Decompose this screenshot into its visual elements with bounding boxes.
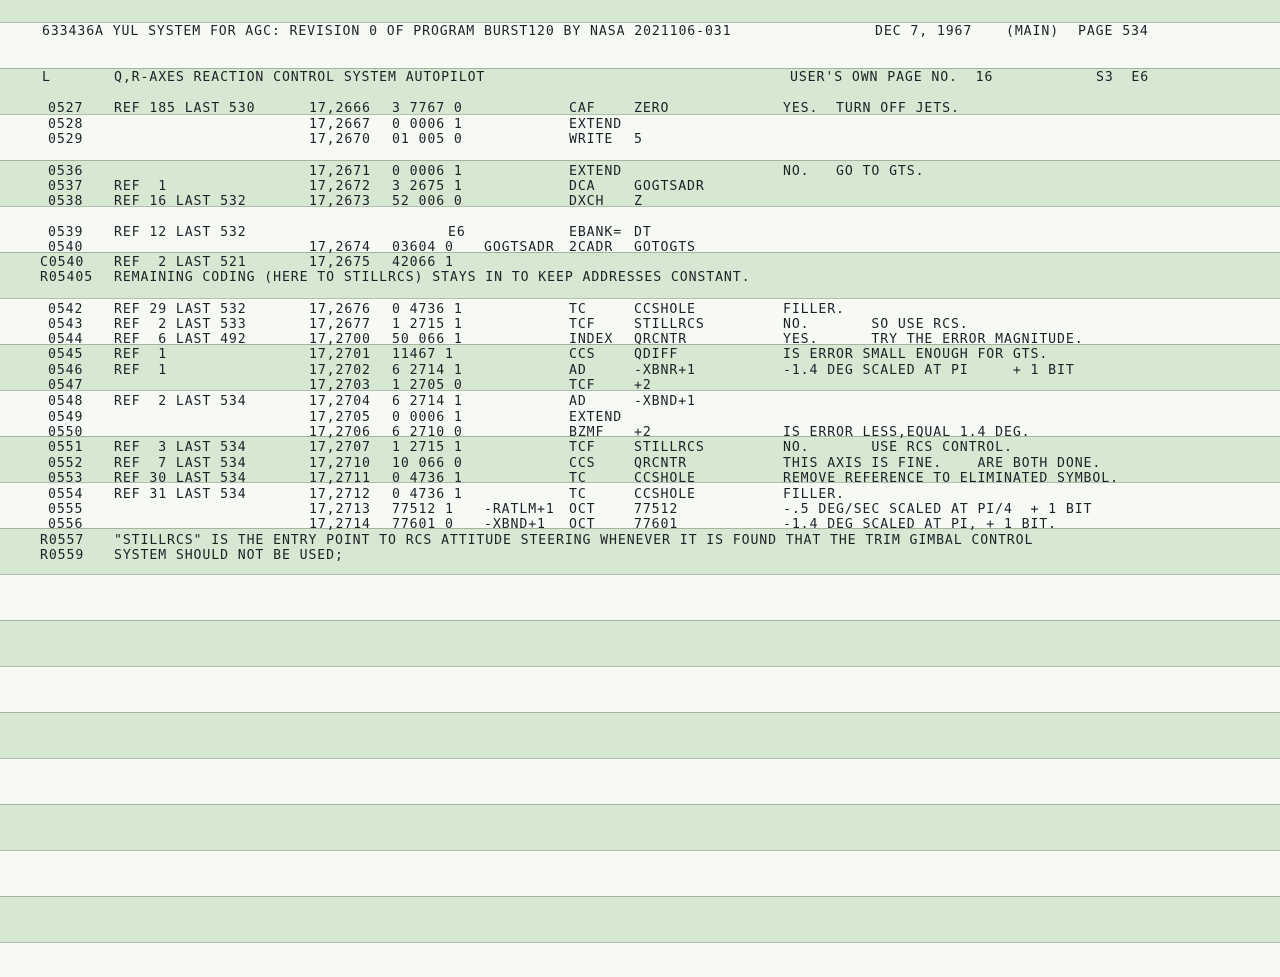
line-word: 03604 0: [392, 240, 454, 255]
line-word: 0 0006 1: [392, 164, 463, 179]
line-comment: -1.4 DEG SCALED AT PI, + 1 BIT.: [783, 517, 1058, 532]
header-title: 633436A YUL SYSTEM FOR AGC: REVISION 0 OF PROGRAM BURST120 BY NASA 2021106-031: [42, 24, 732, 39]
line-operand: 5: [634, 132, 643, 147]
line-seq: 0540: [48, 240, 84, 255]
line-addr: 17,2704: [309, 394, 371, 409]
line-word: E6: [448, 225, 466, 240]
line-seq: 0539: [48, 225, 84, 240]
line-seq: 0551: [48, 440, 84, 455]
line-comment: FILLER.: [783, 302, 845, 317]
line-addr: 17,2712: [309, 487, 371, 502]
line-op: TC: [569, 302, 587, 317]
line-word: 77512 1: [392, 502, 454, 517]
line-ref: REF 16 LAST 532: [114, 194, 247, 209]
line-word: 1 2705 0: [392, 378, 463, 393]
line-operand: QRCNTR: [634, 456, 688, 471]
line-addr: 17,2670: [309, 132, 371, 147]
line-addr: 17,2673: [309, 194, 371, 209]
line-addr: 17,2700: [309, 332, 371, 347]
side-code: S3 E6: [1096, 70, 1150, 85]
line-word: 0 4736 1: [392, 471, 463, 486]
line-addr: 17,2707: [309, 440, 371, 455]
users-page-number: USER'S OWN PAGE NO. 16: [790, 70, 994, 85]
line-word: 50 066 1: [392, 332, 463, 347]
line-operand: CCSHOLE: [634, 471, 696, 486]
line-comment: REMOVE REFERENCE TO ELIMINATED SYMBOL.: [783, 471, 1119, 486]
line-operand: CCSHOLE: [634, 302, 696, 317]
line-addr: 17,2705: [309, 410, 371, 425]
line-op: DXCH: [569, 194, 605, 209]
line-comment: THIS AXIS IS FINE. ARE BOTH DONE.: [783, 456, 1102, 471]
subheader-marker: L: [42, 70, 51, 85]
line-addr: 17,2711: [309, 471, 371, 486]
line-seq: 0548: [48, 394, 84, 409]
line-seq: 0552: [48, 456, 84, 471]
line-seq: R0559: [40, 548, 85, 563]
line-op: EXTEND: [569, 117, 623, 132]
line-word: 3 2675 1: [392, 179, 463, 194]
line-op: OCT: [569, 517, 596, 532]
line-addr: 17,2701: [309, 347, 371, 362]
line-word: 0 0006 1: [392, 410, 463, 425]
line-ref: REF 3 LAST 534: [114, 440, 247, 455]
line-operand: ZERO: [634, 101, 670, 116]
remark-text: REMAINING CODING (HERE TO STILLRCS) STAYS IN TO KEEP ADDRESSES CONSTANT.: [114, 270, 751, 285]
line-operand: 77601: [634, 517, 679, 532]
line-operand: +2: [634, 378, 652, 393]
line-seq: 0545: [48, 347, 84, 362]
line-ref: REF 30 LAST 534: [114, 471, 247, 486]
line-seq: C0540: [40, 255, 85, 270]
remark-text: SYSTEM SHOULD NOT BE USED;: [114, 548, 344, 563]
line-ref: REF 2 LAST 533: [114, 317, 247, 332]
line-op: BZMF: [569, 425, 605, 440]
line-ref: REF 2 LAST 521: [114, 255, 247, 270]
line-comment: IS ERROR LESS,EQUAL 1.4 DEG.: [783, 425, 1031, 440]
line-seq: 0536: [48, 164, 84, 179]
line-word: 3 7767 0: [392, 101, 463, 116]
line-operand: Z: [634, 194, 643, 209]
line-operand: 77512: [634, 502, 679, 517]
line-word: 6 2714 1: [392, 363, 463, 378]
line-comment: YES. TURN OFF JETS.: [783, 101, 960, 116]
line-comment: IS ERROR SMALL ENOUGH FOR GTS.: [783, 347, 1049, 362]
line-word: 0 4736 1: [392, 302, 463, 317]
line-operand: CCSHOLE: [634, 487, 696, 502]
line-seq: 0538: [48, 194, 84, 209]
line-ref: REF 1: [114, 179, 168, 194]
remark-text: "STILLRCS" IS THE ENTRY POINT TO RCS ATTITUDE STEERING WHENEVER IT IS FOUND THAT THE TRIM GIMBAL CONTROL: [114, 533, 1034, 548]
line-word: 11467 1: [392, 347, 454, 362]
line-addr: 17,2710: [309, 456, 371, 471]
line-word: 42066 1: [392, 255, 454, 270]
line-word: 52 006 0: [392, 194, 463, 209]
line-addr: 17,2666: [309, 101, 371, 116]
line-ref: REF 2 LAST 534: [114, 394, 247, 409]
line-op: DCA: [569, 179, 596, 194]
line-seq: 0554: [48, 487, 84, 502]
line-operand: STILLRCS: [634, 440, 705, 455]
header-date: DEC 7, 1967: [875, 24, 973, 39]
line-op: TCF: [569, 317, 596, 332]
line-comment: NO. GO TO GTS.: [783, 164, 925, 179]
line-seq: 0543: [48, 317, 84, 332]
line-ref: REF 6 LAST 492: [114, 332, 247, 347]
line-op: EBANK=: [569, 225, 623, 240]
line-operand: -XBND+1: [634, 394, 696, 409]
line-operand: GOGTSADR: [634, 179, 705, 194]
line-op: EXTEND: [569, 164, 623, 179]
line-addr: 17,2703: [309, 378, 371, 393]
line-word: 01 005 0: [392, 132, 463, 147]
line-op: AD: [569, 363, 587, 378]
line-seq: R0557: [40, 533, 85, 548]
header-section: (MAIN): [1006, 24, 1060, 39]
line-word: 6 2714 1: [392, 394, 463, 409]
line-word: 6 2710 0: [392, 425, 463, 440]
line-ref: REF 7 LAST 534: [114, 456, 247, 471]
line-op: CCS: [569, 456, 596, 471]
line-seq: R05405: [40, 270, 94, 285]
line-addr: 17,2667: [309, 117, 371, 132]
line-addr: 17,2677: [309, 317, 371, 332]
line-ref: REF 185 LAST 530: [114, 101, 256, 116]
line-ref: REF 1: [114, 363, 168, 378]
line-word: 10 066 0: [392, 456, 463, 471]
line-word: 77601 0: [392, 517, 454, 532]
line-op: INDEX: [569, 332, 614, 347]
line-seq: 0537: [48, 179, 84, 194]
line-operand: STILLRCS: [634, 317, 705, 332]
line-comment: -1.4 DEG SCALED AT PI + 1 BIT: [783, 363, 1075, 378]
line-seq: 0529: [48, 132, 84, 147]
line-addr: 17,2675: [309, 255, 371, 270]
line-operand: +2: [634, 425, 652, 440]
line-op: TC: [569, 471, 587, 486]
line-sym: -RATLM+1: [484, 502, 555, 517]
line-op: 2CADR: [569, 240, 614, 255]
line-op: EXTEND: [569, 410, 623, 425]
line-seq: 0556: [48, 517, 84, 532]
line-op: AD: [569, 394, 587, 409]
line-seq: 0550: [48, 425, 84, 440]
line-ref: REF 29 LAST 532: [114, 302, 247, 317]
line-operand: DT: [634, 225, 652, 240]
header-page-number: PAGE 534: [1078, 24, 1149, 39]
line-seq: 0544: [48, 332, 84, 347]
line-addr: 17,2713: [309, 502, 371, 517]
line-operand: GOTOGTS: [634, 240, 696, 255]
line-sym: -XBND+1: [484, 517, 546, 532]
line-addr: 17,2676: [309, 302, 371, 317]
line-comment: FILLER.: [783, 487, 845, 502]
line-ref: REF 1: [114, 347, 168, 362]
line-seq: 0546: [48, 363, 84, 378]
line-addr: 17,2706: [309, 425, 371, 440]
line-op: OCT: [569, 502, 596, 517]
line-op: TC: [569, 487, 587, 502]
line-sym: GOGTSADR: [484, 240, 555, 255]
line-op: TCF: [569, 440, 596, 455]
line-comment: YES. TRY THE ERROR MAGNITUDE.: [783, 332, 1084, 347]
line-addr: 17,2671: [309, 164, 371, 179]
line-word: 1 2715 1: [392, 440, 463, 455]
line-seq: 0528: [48, 117, 84, 132]
line-seq: 0542: [48, 302, 84, 317]
line-addr: 17,2672: [309, 179, 371, 194]
line-seq: 0547: [48, 378, 84, 393]
line-word: 1 2715 1: [392, 317, 463, 332]
line-operand: QRCNTR: [634, 332, 688, 347]
line-addr: 17,2702: [309, 363, 371, 378]
line-seq: 0527: [48, 101, 84, 116]
line-op: TCF: [569, 378, 596, 393]
line-ref: REF 12 LAST 532: [114, 225, 247, 240]
line-word: 0 0006 1: [392, 117, 463, 132]
line-comment: -.5 DEG/SEC SCALED AT PI/4 + 1 BIT: [783, 502, 1093, 517]
line-seq: 0549: [48, 410, 84, 425]
line-operand: -XBNR+1: [634, 363, 696, 378]
line-operand: QDIFF: [634, 347, 679, 362]
line-op: CCS: [569, 347, 596, 362]
line-comment: NO. USE RCS CONTROL.: [783, 440, 1013, 455]
line-addr: 17,2674: [309, 240, 371, 255]
line-comment: NO. SO USE RCS.: [783, 317, 969, 332]
line-seq: 0553: [48, 471, 84, 486]
line-word: 0 4736 1: [392, 487, 463, 502]
line-op: WRITE: [569, 132, 614, 147]
line-seq: 0555: [48, 502, 84, 517]
log-section-title: Q,R-AXES REACTION CONTROL SYSTEM AUTOPILOT: [114, 70, 486, 85]
line-addr: 17,2714: [309, 517, 371, 532]
line-ref: REF 31 LAST 534: [114, 487, 247, 502]
line-op: CAF: [569, 101, 596, 116]
